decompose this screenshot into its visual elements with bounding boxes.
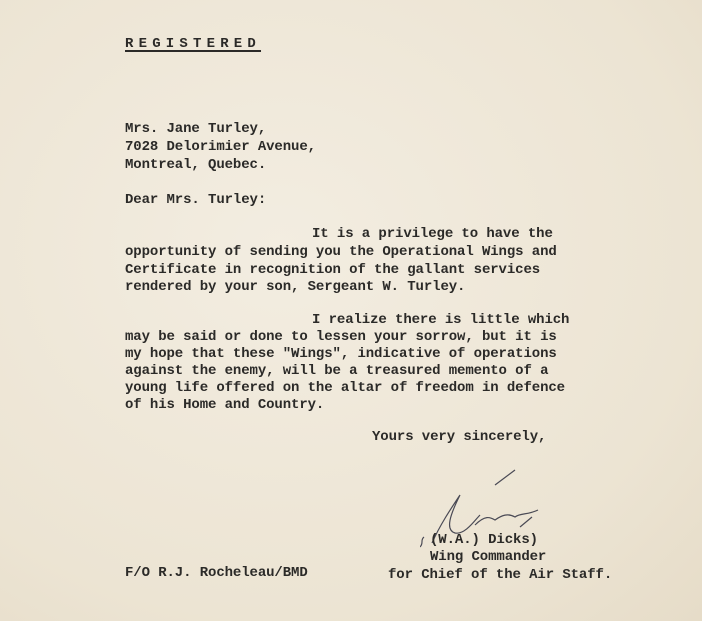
signatory-for: for Chief of the Air Staff. [388, 567, 613, 583]
paragraph1-line: rendered by your son, Sergeant W. Turley. [125, 279, 466, 295]
paragraph1-line: opportunity of sending you the Operational Wings and [125, 244, 557, 260]
paragraph2-line: young life offered on the altar of freedom in defence [125, 380, 565, 396]
paragraph2-line: my hope that these "Wings", indicative of operations [125, 346, 557, 362]
paragraph2-line: may be said or done to lessen your sorrow, but it is [125, 329, 557, 345]
recipient-street: 7028 Delorimier Avenue, [125, 139, 316, 155]
recipient-name: Mrs. Jane Turley, [125, 121, 267, 137]
reference-initials: F/O R.J. Rocheleau/BMD [125, 565, 308, 581]
recipient-city: Montreal, Quebec. [125, 157, 267, 173]
paragraph2-line: of his Home and Country. [125, 397, 325, 413]
signatory-title: Wing Commander [430, 549, 547, 565]
signatory-name: (W.A.) Dicks) [430, 532, 538, 548]
paragraph1-line: It is a privilege to have the [312, 226, 553, 242]
paragraph1-line: Certificate in recognition of the gallant services [125, 262, 541, 278]
paragraph2-line: against the enemy, will be a treasured memento of a [125, 363, 549, 379]
closing: Yours very sincerely, [372, 429, 547, 445]
salutation: Dear Mrs. Turley: [125, 192, 267, 208]
registered-heading: REGISTERED [125, 36, 262, 52]
paragraph2-line: I realize there is little which [312, 312, 570, 328]
